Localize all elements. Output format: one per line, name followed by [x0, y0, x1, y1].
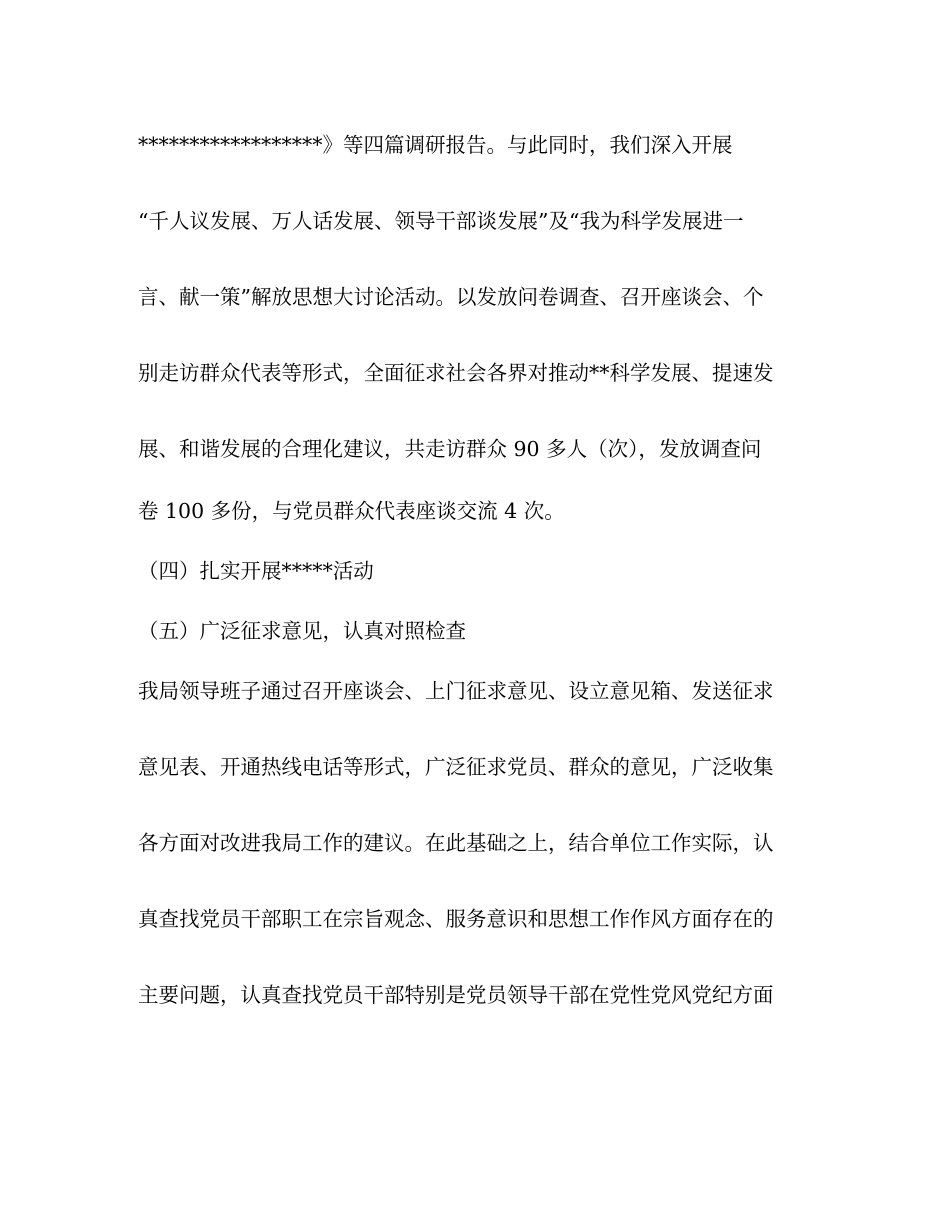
paragraph-line: 言、献一策”解放思想大讨论活动。以发放问卷调查、召开座谈会、个 [138, 285, 764, 309]
paragraph-line: “千人议发展、万人话发展、领导干部谈发展”及“我为科学发展进一 [138, 209, 744, 233]
paragraph-line: ******************》等四篇调研报告。与此同时，我们深入开展 [138, 133, 733, 157]
paragraph-line: 意见表、开通热线电话等形式，广泛征求党员、群众的意见，广泛收集 [138, 755, 774, 779]
paragraph-line: 主要问题，认真查找党员干部特别是党员领导干部在党性党风党纪方面 [138, 983, 774, 1007]
paragraph-line: 卷 100 多份，与党员群众代表座谈交流 4 次。 [138, 499, 565, 523]
paragraph-line: 各方面对改进我局工作的建议。在此基础之上，结合单位工作实际，认 [138, 831, 774, 855]
paragraph-line: 我局领导班子通过召开座谈会、上门征求意见、设立意见箱、发送征求 [138, 679, 774, 703]
section-heading: （五）广泛征求意见，认真对照检查 [138, 619, 466, 643]
paragraph-line: 真查找党员干部职工在宗旨观念、服务意识和思想工作作风方面存在的 [138, 907, 774, 931]
section-heading: （四）扎实开展*****活动 [138, 559, 374, 583]
paragraph-line: 展、和谐发展的合理化建议，共走访群众 90 多人（次），发放调查问 [138, 437, 762, 461]
paragraph-line: 别走访群众代表等形式，全面征求社会各界对推动**科学发展、提速发 [138, 361, 774, 385]
